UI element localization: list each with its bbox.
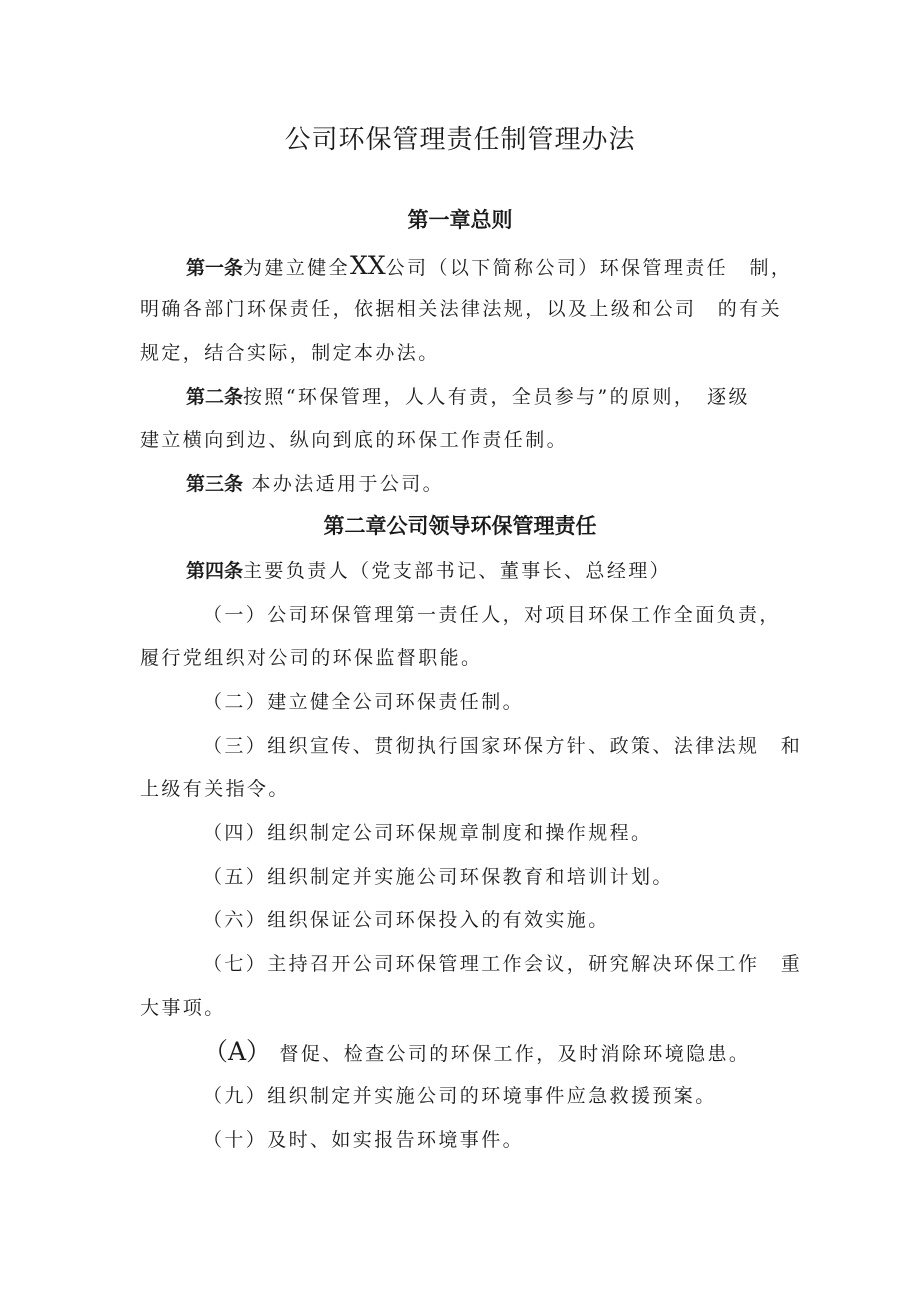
article-2-line-1 [186, 381, 750, 413]
item-7-line-2: 大事项。 [140, 997, 226, 1019]
item-8-text: 督促、检查公司的环保工作，及时消除环境隐患。 [271, 1043, 751, 1065]
article-3-line-1 [186, 468, 444, 500]
item-3-line-2: 上级有关指令。 [140, 778, 290, 800]
article-1-line-3: 规定，结合实际，制定本办法。 [140, 342, 440, 364]
item-3-line-1: （三）组织宣传、贯彻执行国家环保方针、政策、法律法规 和 [203, 735, 803, 757]
item-8 [203, 1036, 750, 1070]
article-3-label: 第三条 [186, 473, 244, 495]
article-4-label: 第四条 [186, 560, 244, 582]
article-4-text: 主要负责人（党支部书记、董事长、总经理） [243, 560, 672, 582]
article-2-label: 第二条 [186, 386, 244, 408]
article-4-line-1 [186, 555, 671, 587]
chapter-heading-2: 第二章公司领导环保管理责任 [323, 514, 597, 538]
article-3-text: 本办法适用于公司。 [243, 473, 445, 495]
article-1-label: 第一条 [186, 257, 244, 279]
item-1-line-1: （一）公司环保管理第一责任人，对项目环保工作全面负责， [203, 604, 781, 626]
article-2-text: 按照“环保管理，人人有责，全员参与”的原则， 逐级 [243, 386, 750, 408]
item-2: （二）建立健全公司环保责任制。 [203, 691, 525, 713]
item-4: （四）组织制定公司环保规章制度和操作规程。 [203, 822, 653, 844]
item-9: （九）组织制定并实施公司的环境事件应急救援预案。 [203, 1085, 717, 1107]
chapter-heading-1: 第一章总则 [407, 208, 513, 232]
company-placeholder: XX [350, 251, 386, 280]
article-1-text-a: 为建立健全 [243, 257, 351, 279]
article-1-line-2: 明确各部门环保责任，依据相关法律法规，以及上级和公司 的有关 [140, 298, 783, 320]
item-5: （五）组织制定并实施公司环保教育和培训计划。 [203, 866, 674, 888]
article-1-text-b: 公司（以下简称公司）环保管理责任 制， [385, 257, 793, 279]
item-7-line-1: （七）主持召开公司环保管理工作会议，研究解决环保工作 重 [203, 953, 803, 975]
article-1-line-1 [186, 250, 792, 284]
item-10: （十）及时、如实报告环境事件。 [203, 1129, 525, 1151]
item-8-label: （A） [203, 1037, 272, 1066]
document-title: 公司环保管理责任制管理办法 [284, 125, 636, 155]
article-2-line-2: 建立横向到边、纵向到底的环保工作责任制。 [140, 429, 569, 451]
item-1-line-2: 履行党组织对公司的环保监督职能。 [140, 647, 483, 669]
item-6: （六）组织保证公司环保投入的有效实施。 [203, 909, 610, 931]
